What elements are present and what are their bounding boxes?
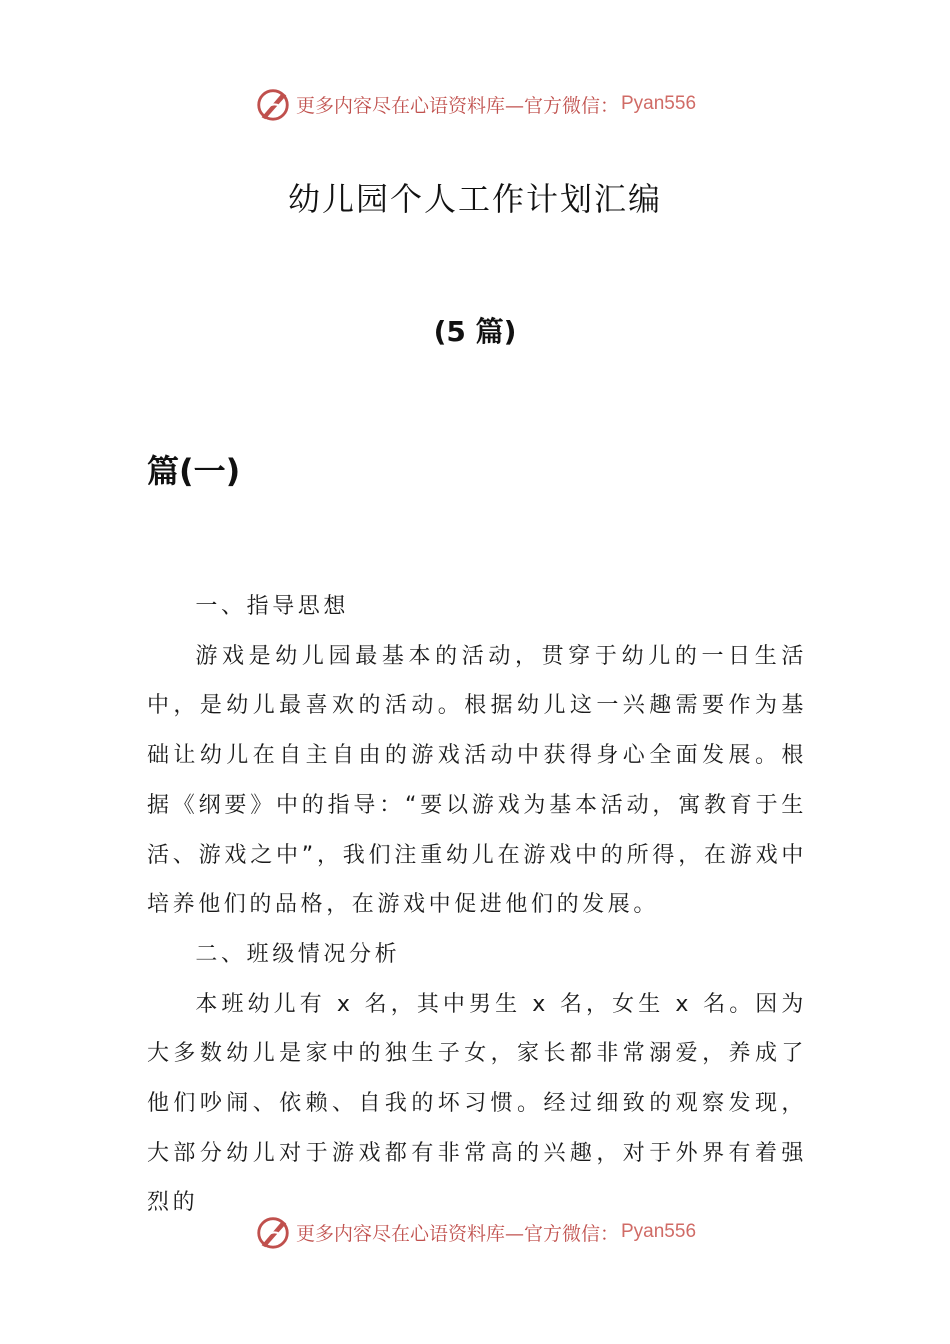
paragraph-guiding-thought: 游戏是幼儿园最基本的活动，贯穿于幼儿的一日生活中，是幼儿最喜欢的活动。根据幼儿这一兴趣需要作为基础让幼儿在自主自由的游戏活动中获得身心全面发展。根据《纲要》中的指导：“要以游戏为基本活动，寓教育于生活、游戏之中”，我们注重幼儿在游戏中的所得，在游戏中培养他们的品格，在游戏中促进他们的发展。 <box>147 643 807 918</box>
paragraph-class-analysis: 本班幼儿有 x 名，其中男生 x 名，女生 x 名。因为大多数幼儿是家中的独生子女，家长都非常溺爱，养成了他们吵闹、依赖、自我的坏习惯。经过细致的观察发现，大部分幼儿对于游戏都有非常高的兴趣，对于外界有着强烈的 <box>147 991 807 1216</box>
document-title: 幼儿园个人工作计划汇编 <box>287 180 662 218</box>
document-subtitle: (5 篇) <box>433 315 517 348</box>
header-banner <box>0 84 950 124</box>
pen-logo-icon <box>254 1213 292 1251</box>
footer-banner <box>0 1212 950 1252</box>
heading-guiding-thought: 一、指导思想 <box>195 594 349 619</box>
document-body <box>147 582 807 1228</box>
section-title: 篇(一) <box>147 452 241 490</box>
banner-wechat-handle: Pyan556 <box>621 93 697 114</box>
pen-logo-icon <box>254 85 292 123</box>
banner-text: 更多内容尽在心语资料库—官方微信： <box>295 94 619 117</box>
banner-text: 更多内容尽在心语资料库—官方微信： <box>295 1222 619 1245</box>
banner-wechat-handle: Pyan556 <box>621 1221 697 1242</box>
heading-class-analysis: 二、班级情况分析 <box>195 941 401 967</box>
